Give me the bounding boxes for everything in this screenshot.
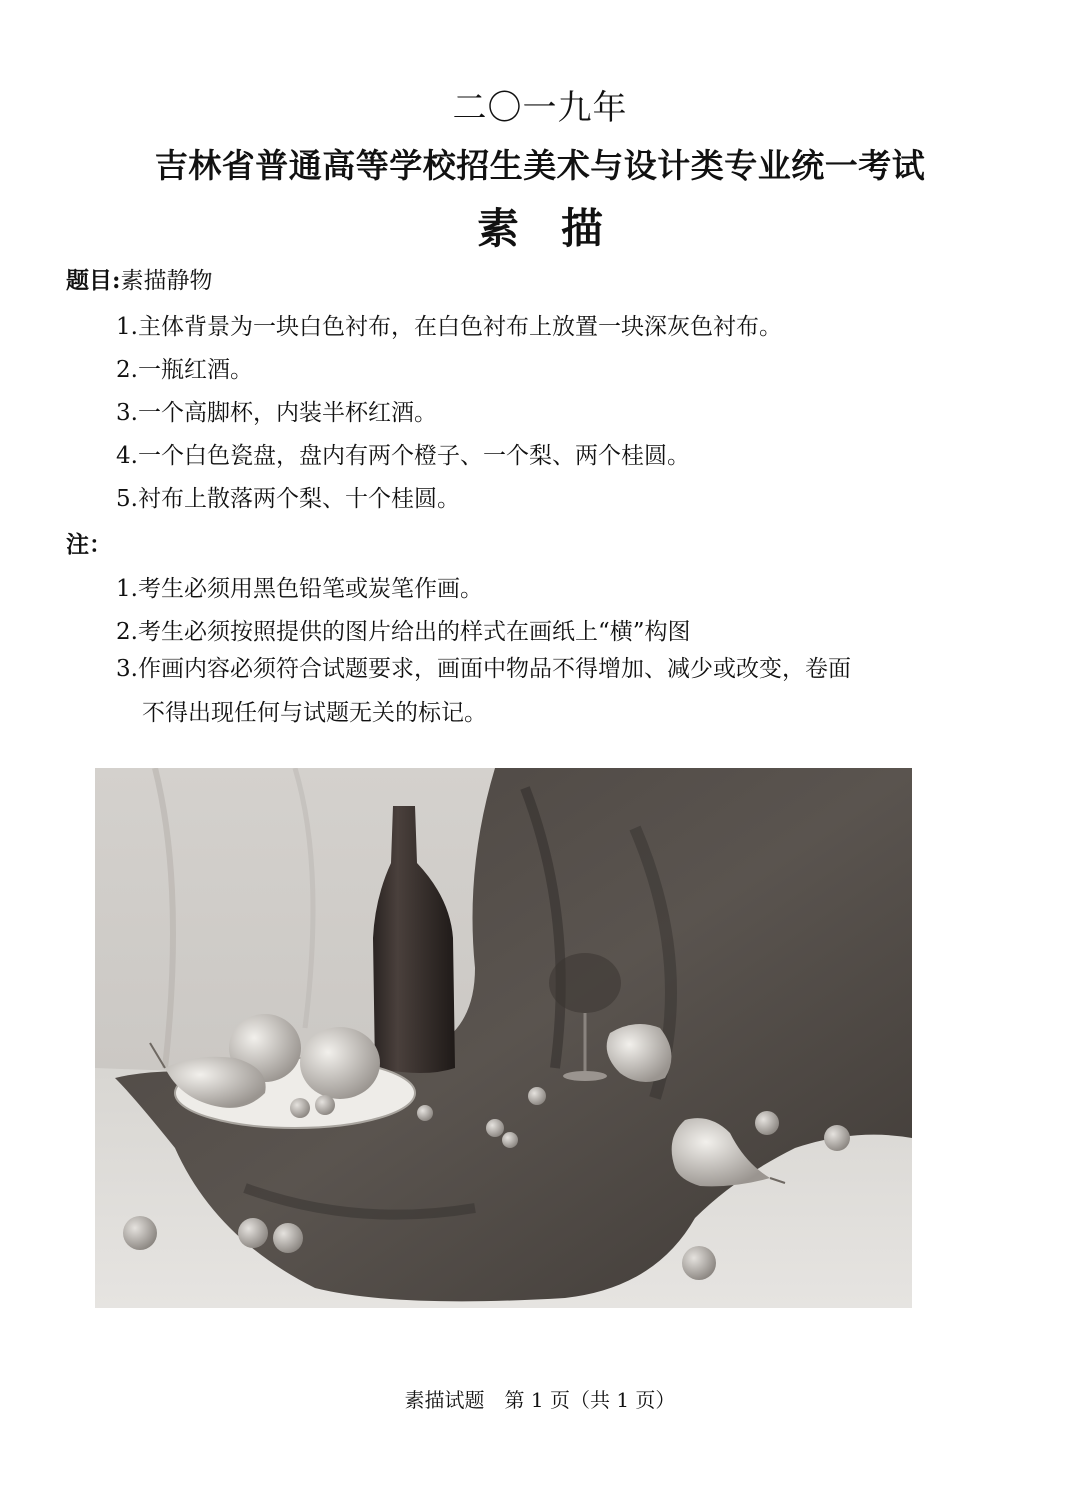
note-item-3-line2: 不得出现任何与试题无关的标记。 [142, 700, 487, 726]
note-item: 2.考生必须按照提供的图片给出的样式在画纸上“横”构图 [116, 619, 691, 645]
longan [123, 1216, 157, 1250]
longan [417, 1105, 433, 1121]
topic-item: 4.一个白色瓷盘，盘内有两个橙子、一个梨、两个桂圆。 [116, 443, 690, 469]
notes-heading [66, 526, 112, 559]
longan [486, 1119, 504, 1137]
topic-label: 题目: [66, 267, 121, 294]
wine-glass-base [563, 1071, 607, 1081]
topic-item: 5.衬布上散落两个梨、十个桂圆。 [116, 486, 460, 512]
topic-value: 素描静物 [120, 268, 213, 294]
note-item [116, 647, 946, 735]
still-life-illustration [95, 768, 912, 1308]
note-item: 1.考生必须用黑色铅笔或炭笔作画。 [116, 576, 483, 602]
wine-glass-bowl [549, 953, 621, 1013]
exam-title: 吉林省普通高等学校招生美术与设计类专业统一考试 [154, 146, 926, 185]
longan [755, 1111, 779, 1135]
year-heading: 二〇一九年 [452, 88, 628, 128]
longan [238, 1218, 268, 1248]
longan [273, 1223, 303, 1253]
topic-item: 3.一个高脚杯，内装半杯红酒。 [116, 400, 437, 426]
longan [315, 1095, 335, 1115]
topic-heading [66, 262, 213, 295]
still-life-photo [95, 768, 912, 1308]
subject-title: 素 描 [476, 204, 603, 253]
longan [824, 1125, 850, 1151]
longan [528, 1087, 546, 1105]
topic-item: 2.一瓶红酒。 [116, 357, 253, 383]
note-item-3-line1: 3.作画内容必须符合试题要求，画面中物品不得增加、减少或改变，卷面 [116, 656, 851, 682]
notes-label: 注： [66, 531, 112, 558]
longan [290, 1098, 310, 1118]
topic-item: 1.主体背景为一块白色衬布，在白色衬布上放置一块深灰色衬布。 [116, 314, 782, 340]
longan [502, 1132, 518, 1148]
page-footer: 素描试题 第 1 页（共 1 页） [404, 1388, 676, 1412]
orange [300, 1027, 380, 1099]
longan [682, 1246, 716, 1280]
